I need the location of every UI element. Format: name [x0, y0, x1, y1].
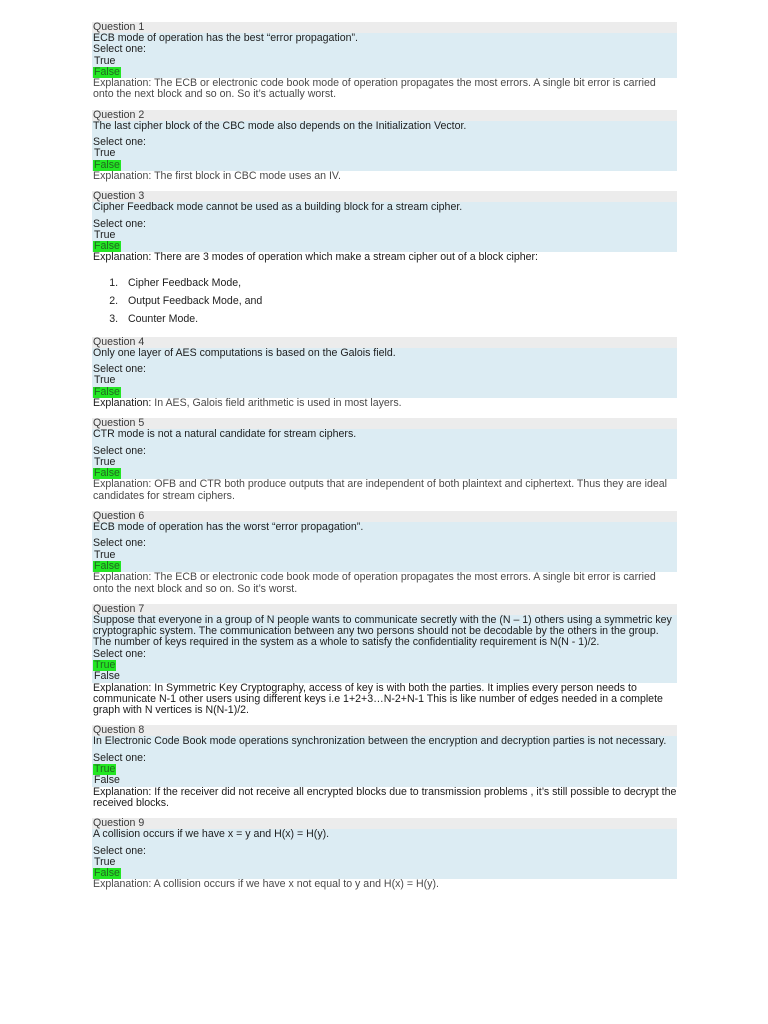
question-1 [92, 22, 677, 101]
question-body [92, 429, 677, 479]
select-one-label: Select one: [93, 751, 147, 764]
option-true-correct[interactable]: True [94, 763, 116, 776]
question-8 [92, 725, 677, 809]
question-text: Cipher Feedback mode cannot be used as a building block for a stream cipher. [93, 201, 463, 214]
question-body [92, 33, 677, 78]
option-false-correct[interactable]: False [94, 867, 120, 880]
question-body [92, 202, 677, 252]
question-heading: Question 9 [92, 818, 677, 829]
question-4 [92, 337, 677, 409]
option-true[interactable]: True [94, 455, 116, 468]
explanation: Explanation: If the receiver did not receive all encrypted blocks due to transmission problems , it’s still possible to decrypt the received blocks. [93, 785, 677, 809]
question-text: The last cipher block of the CBC mode also depends on the Initialization Vector. [93, 119, 467, 132]
question-5 [92, 418, 677, 502]
option-false[interactable]: False [94, 774, 120, 787]
option-true[interactable]: True [94, 548, 116, 561]
question-body [92, 348, 677, 398]
option-false-correct[interactable]: False [94, 240, 120, 253]
explanation: Explanation: The ECB or electronic code book mode of operation propagates the most errors. A single bit error is carried onto the next block and so on. So it’s actually worst. [93, 77, 656, 101]
explanation: Explanation: The ECB or electronic code book mode of operation propagates the most errors. A single bit error is carried onto the next block and so on. So it’s worst. [93, 571, 656, 595]
option-false-correct[interactable]: False [94, 385, 120, 398]
question-text: Suppose that everyone in a group of N people wants to communicate secretly with the (N – 1) others using a symmetric key cryptographic system. The communication between any two persons should not be decodable by the others in the group. The number of keys required in the system as a whole to satisfy the confidentiality requirement is N(N - 1)/2. [93, 613, 672, 649]
question-text: Only one layer of AES computations is based on the Galois field. [93, 346, 396, 359]
option-false[interactable]: False [94, 670, 120, 683]
option-true-correct[interactable]: True [94, 658, 116, 671]
question-9 [92, 818, 677, 890]
question-heading: Question 2 [92, 110, 677, 121]
list-item: 1. Cipher Feedback Mode, [121, 274, 677, 292]
question-7 [92, 604, 677, 717]
select-one-label: Select one: [93, 363, 147, 376]
question-heading: Question 1 [92, 22, 677, 33]
option-true[interactable]: True [94, 374, 116, 387]
explanation: Explanation: In AES, Galois field arithmetic is used in most layers. [93, 396, 402, 409]
select-one-label: Select one: [93, 136, 147, 149]
select-one-label: Select one: [93, 217, 147, 230]
question-body [92, 615, 677, 683]
question-3 [92, 191, 677, 327]
quiz-review [92, 22, 677, 900]
select-one-label: Select one: [93, 844, 147, 857]
question-text: CTR mode is not a natural candidate for stream ciphers. [93, 428, 357, 441]
list-item: 2. Output Feedback Mode, and [121, 292, 677, 310]
option-true[interactable]: True [94, 228, 116, 241]
option-false-correct[interactable]: False [94, 559, 120, 572]
question-body [92, 736, 677, 786]
explanation: Explanation: In Symmetric Key Cryptography, access of key is with both the parties. It implies every person needs to communicate N-1 other users using different keys i.e 1+2+3…N-2+N-1 This is like number of edges needed in a complete graph with N vertices is N(N-1)/2. [93, 681, 663, 717]
explanation: Explanation: The first block in CBC mode uses an IV. [93, 169, 341, 182]
select-one-label: Select one: [93, 537, 147, 550]
question-heading: Question 3 [92, 191, 677, 202]
modes-list [92, 274, 677, 328]
option-false-correct[interactable]: False [94, 158, 120, 171]
option-false-correct[interactable]: False [94, 65, 120, 78]
option-true[interactable]: True [94, 54, 116, 67]
explanation: Explanation: A collision occurs if we have x not equal to y and H(x) = H(y). [93, 878, 439, 891]
question-body [92, 522, 677, 572]
question-2 [92, 110, 677, 182]
question-text: ECB mode of operation has the worst “error propagation”. [93, 521, 364, 534]
explanation: Explanation: OFB and CTR both produce outputs that are independent of both plaintext and ciphertext. Thus they are ideal candidates for stream ciphers. [93, 478, 668, 502]
question-text: A collision occurs if we have x = y and H(x) = H(y). [93, 828, 330, 841]
question-text: ECB mode of operation has the best “error propagation”. [93, 32, 358, 44]
question-text: In Electronic Code Book mode operations synchronization between the encryption and decryption parties is not necessary. [93, 735, 667, 748]
option-true[interactable]: True [94, 855, 116, 868]
question-heading: Question 8 [92, 725, 677, 736]
question-heading: Question 4 [92, 337, 677, 348]
option-false-correct[interactable]: False [94, 467, 120, 480]
question-heading: Question 5 [92, 418, 677, 429]
question-body [92, 829, 677, 879]
question-heading: Question 7 [92, 604, 677, 615]
question-heading: Question 6 [92, 511, 677, 522]
list-item: 3. Counter Mode. [121, 310, 677, 328]
question-body [92, 121, 677, 171]
question-6 [92, 511, 677, 595]
option-true[interactable]: True [94, 147, 116, 160]
select-one-label: Select one: [93, 43, 147, 56]
select-one-label: Select one: [93, 444, 147, 457]
explanation: Explanation: There are 3 modes of operation which make a stream cipher out of a block cipher: [93, 251, 539, 264]
select-one-label: Select one: [93, 647, 147, 660]
